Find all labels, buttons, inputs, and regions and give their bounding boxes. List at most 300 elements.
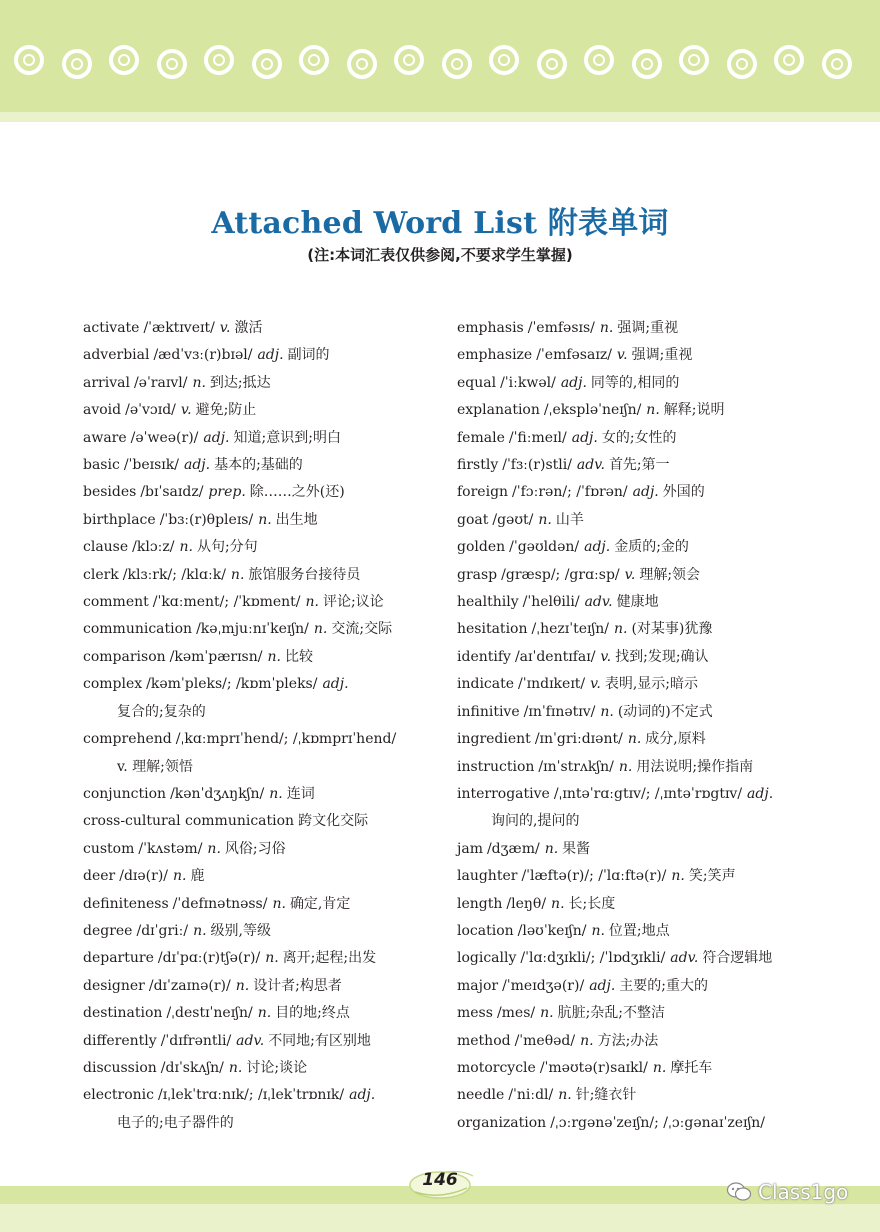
bottom-band-lower (0, 1204, 880, 1232)
entry-word: explanation (457, 402, 540, 419)
entry-pronunciation: /ɪnˈfɪnətɪv/ (523, 703, 596, 720)
ring-icon (632, 49, 662, 79)
word-entry (83, 342, 443, 369)
watermark-text: Class1go (758, 1180, 849, 1204)
entry-part-of-speech: n. (257, 1005, 272, 1022)
entry-part-of-speech: adj. (349, 1087, 376, 1104)
entry-word: healthily (457, 594, 519, 611)
ring-icon (394, 45, 424, 75)
entry-definition: 风俗;习俗 (224, 840, 286, 857)
chat-bubble-icon (726, 1181, 752, 1203)
entry-part-of-speech: n. (600, 703, 614, 720)
ring-icon (109, 45, 139, 75)
entry-word: electronic (83, 1087, 154, 1104)
word-entry (457, 1028, 807, 1055)
entry-pronunciation: /klɔːz/ (132, 539, 175, 556)
entry-part-of-speech: n. (627, 731, 642, 748)
word-entry (457, 891, 807, 918)
entry-pronunciation: /kəmˈpleks/; /kɒmˈpleks/ (146, 676, 318, 693)
entry-word: instruction (457, 758, 535, 775)
entry-pronunciation: /dɪˈzaɪnə(r)/ (148, 977, 231, 994)
word-entry (83, 507, 443, 534)
entry-word: length (457, 895, 503, 912)
ring-icon (442, 49, 472, 79)
entry-pronunciation: /ˌɪntəˈrɑːgtɪv/; /ˌɪntəˈrɒgtɪv/ (553, 785, 743, 802)
word-entry (457, 781, 807, 808)
entry-pronunciation: /ˈemfəsɪs/ (527, 320, 595, 336)
entry-pronunciation: /ˈdɪfrəntli/ (160, 1032, 232, 1049)
entry-part-of-speech: v. (180, 402, 192, 419)
entry-definition: 果酱 (562, 840, 591, 857)
entry-word: infinitive (457, 703, 520, 720)
entry-pronunciation: /kəˌmjuːnɪˈkeɪʃn/ (196, 621, 309, 638)
word-list-left-column (83, 315, 443, 1137)
ring-icon (204, 45, 234, 75)
entry-pronunciation: /ˈlæftə(r)/; /ˈlɑːftə(r)/ (521, 868, 667, 885)
entry-word: clerk (83, 566, 119, 583)
top-decorative-band (0, 0, 880, 112)
entry-pronunciation: /mes/ (496, 1005, 536, 1022)
entry-part-of-speech: n. (230, 566, 245, 583)
entry-definition: 肮脏;杂乱;不整洁 (557, 1005, 666, 1022)
entry-part-of-speech: n. (173, 868, 187, 885)
word-entry (457, 1055, 807, 1082)
entry-definition: 山羊 (555, 511, 584, 528)
entry-word: motorcycle (457, 1059, 536, 1076)
entry-part-of-speech: n. (265, 950, 279, 967)
entry-part-of-speech: n. (599, 320, 614, 336)
page-title: Attached Word List 附表单词 (211, 206, 669, 241)
entry-word: female (457, 429, 505, 446)
entry-part-of-speech: n. (179, 539, 193, 556)
entry-definition: 跨文化交际 (298, 813, 369, 830)
entry-part-of-speech: adj. (560, 374, 587, 391)
entry-part-of-speech: n. (192, 374, 206, 391)
entry-part-of-speech: adv. (670, 950, 699, 967)
entry-word: golden (457, 539, 506, 556)
entry-word: needle (457, 1087, 505, 1104)
entry-part-of-speech: n. (580, 1032, 594, 1049)
entry-definition: 除……之外(还) (249, 484, 345, 501)
entry-pronunciation: /ˈbɜː(r)θpleɪs/ (159, 511, 254, 528)
word-entry (457, 534, 807, 561)
ring-icon (252, 49, 282, 79)
entry-definition: 针;缝衣针 (575, 1087, 637, 1104)
entry-part-of-speech: adj. (584, 539, 611, 556)
entry-definition: 级别,等级 (210, 922, 271, 939)
word-entry (83, 1082, 443, 1109)
entry-definition: 不同地;有区别地 (268, 1032, 371, 1049)
entry-part-of-speech: n. (313, 621, 328, 638)
entry-word: conjunction (83, 785, 167, 802)
word-entry (83, 671, 443, 698)
entry-part-of-speech: n. (538, 511, 552, 528)
entry-definition: 避免;防止 (195, 402, 257, 419)
entry-word: departure (83, 950, 154, 967)
entry-definition: 离开;起程;出发 (282, 950, 377, 967)
entry-word: emphasize (457, 347, 533, 364)
entry-definition: 强调;重视 (617, 320, 679, 336)
entry-part-of-speech: n. (305, 594, 319, 611)
entry-word: location (457, 922, 514, 939)
entry-definition: 符合逻辑地 (702, 950, 773, 967)
entry-part-of-speech: v. (590, 676, 601, 693)
entry-pronunciation: /ˌekspləˈneɪʃn/ (543, 402, 642, 419)
entry-definition: 位置;地点 (608, 922, 670, 939)
entry-definition: (对某事)犹豫 (631, 621, 713, 638)
entry-word: designer (83, 977, 145, 994)
entry-word: hesitation (457, 621, 528, 638)
entry-pronunciation: /əˈweə(r)/ (130, 429, 199, 446)
word-entry (83, 973, 443, 1000)
entry-pronunciation: /græsp/; /grɑːsp/ (501, 566, 620, 583)
word-entry (457, 973, 807, 1000)
entry-part-of-speech: adv. (236, 1032, 265, 1049)
entry-part-of-speech: n. (646, 402, 660, 419)
entry-definition: 健康地 (616, 594, 659, 611)
entry-definition: 从句;分句 (196, 539, 258, 556)
entry-word: comparison (83, 648, 166, 665)
entry-definition: 副词的 (287, 347, 330, 364)
word-entry (83, 754, 443, 781)
entry-word: avoid (83, 402, 122, 419)
word-entry (457, 507, 807, 534)
entry-word: interrogative (457, 785, 550, 802)
entry-definition: 长;长度 (568, 895, 616, 912)
word-entry (457, 1082, 807, 1109)
entry-definition: 目的地;终点 (275, 1005, 350, 1022)
entry-part-of-speech: n. (614, 621, 628, 638)
entry-part-of-speech: n. (272, 895, 286, 912)
entry-definition: 鹿 (190, 868, 205, 885)
page-subtitle: (注:本词汇表仅供参阅,不要求学生掌握) (307, 246, 573, 264)
entry-definition: 摩托车 (670, 1059, 713, 1076)
word-entry (83, 1028, 443, 1055)
entry-definition: 评论;议论 (322, 594, 384, 611)
entry-word: communication (83, 621, 193, 638)
entry-part-of-speech: n. (652, 1059, 667, 1076)
entry-definition: 基本的;基础的 (214, 457, 303, 474)
entry-word: complex (83, 676, 143, 693)
entry-word: ingredient (457, 731, 531, 748)
entry-definition: 理解;领会 (639, 566, 701, 583)
entry-pronunciation: /ˈgəʊldən/ (509, 539, 580, 556)
entry-pronunciation: /ˌɔːrgənəˈzeɪʃn/; /ˌɔːgənaɪˈzeɪʃn/ (550, 1114, 765, 1131)
entry-part-of-speech: n. (269, 785, 283, 802)
entry-part-of-speech: v. (624, 566, 636, 583)
word-entry (83, 726, 443, 753)
word-entry (457, 808, 807, 835)
entry-part-of-speech: adv. (576, 457, 605, 474)
entry-pronunciation: /ləʊˈkeɪʃn/ (517, 922, 587, 939)
entry-definition: 方法;办法 (597, 1032, 659, 1049)
entry-word: goat (457, 511, 489, 528)
entry-pronunciation: /leŋθ/ (506, 895, 547, 912)
entry-word: indicate (457, 676, 515, 693)
entry-part-of-speech: adj. (203, 429, 230, 446)
entry-part-of-speech: n. (540, 1005, 554, 1022)
word-entry (83, 945, 443, 972)
word-entry (457, 397, 807, 424)
entry-pronunciation: /ˈfɜː(r)stli/ (502, 457, 572, 474)
entry-pronunciation: /ˈfiːmeɪl/ (508, 429, 567, 446)
entry-word: aware (83, 429, 127, 446)
entry-word: custom (83, 840, 135, 857)
entry-word: birthplace (83, 511, 156, 528)
entry-part-of-speech: adj. (589, 977, 616, 994)
entry-word: activate (83, 320, 140, 336)
entry-pronunciation: /dʒæm/ (486, 840, 540, 857)
entry-continuation: v. 理解;领悟 (117, 758, 193, 775)
entry-pronunciation: /əˈraɪvl/ (133, 374, 188, 391)
entry-word: identify (457, 648, 511, 665)
entry-definition: 出生地 (275, 511, 318, 528)
entry-pronunciation: /kənˈdʒʌŋkʃn/ (170, 785, 265, 802)
entry-pronunciation: /ˈbeɪsɪk/ (123, 457, 179, 474)
word-entry (457, 699, 807, 726)
entry-pronunciation: /ˈməʊtə(r)saɪkl/ (539, 1059, 648, 1076)
entry-definition: 激活 (234, 320, 263, 336)
entry-word: method (457, 1032, 511, 1049)
entry-part-of-speech: adj. (632, 484, 659, 501)
word-entry (457, 479, 807, 506)
ring-icon (774, 45, 804, 75)
word-entry (83, 589, 443, 616)
entry-pronunciation: /ˌhezɪˈteɪʃn/ (531, 621, 609, 638)
entry-word: comprehend (83, 731, 172, 748)
word-entry (457, 671, 807, 698)
entry-definition: 找到;发现;确认 (615, 648, 709, 665)
word-entry (83, 808, 443, 835)
entry-definition: 强调;重视 (631, 347, 693, 364)
entry-word: cross-cultural communication (83, 813, 295, 830)
word-entry (457, 945, 807, 972)
word-entry (83, 1055, 443, 1082)
entry-pronunciation: /ˈfɔːrən/; /ˈfɒrən/ (512, 484, 628, 501)
entry-pronunciation: /ˈæktɪveɪt/ (143, 320, 215, 336)
entry-word: firstly (457, 457, 499, 474)
ring-icon (299, 45, 329, 75)
word-entry (83, 534, 443, 561)
word-entry (83, 616, 443, 643)
entry-definition: 首先;第一 (608, 457, 670, 474)
entry-pronunciation: /gəʊt/ (492, 511, 534, 528)
entry-part-of-speech: v. (616, 347, 628, 364)
word-entry (457, 616, 807, 643)
entry-pronunciation: /ɪnˈgriːdɪənt/ (534, 731, 623, 748)
word-entry (83, 863, 443, 890)
entry-word: organization (457, 1114, 547, 1131)
entry-pronunciation: /dɪə(r)/ (119, 868, 169, 885)
entry-word: mess (457, 1005, 493, 1022)
word-entry (457, 754, 807, 781)
entry-part-of-speech: n. (267, 648, 281, 665)
entry-definition: 女的;女性的 (601, 429, 677, 446)
word-entry (457, 726, 807, 753)
entry-pronunciation: /dɪˈgriː/ (136, 922, 189, 939)
page-number: 146 (422, 1170, 458, 1190)
entry-definition: 连词 (286, 785, 315, 802)
entry-pronunciation: /ɪnˈstrʌkʃn/ (538, 758, 614, 775)
entry-pronunciation: /ˈmeθəd/ (514, 1032, 576, 1049)
word-entry (83, 699, 443, 726)
word-entry (83, 452, 443, 479)
entry-pronunciation: /ˈdefɪnətnəss/ (172, 895, 268, 912)
entry-word: grasp (457, 566, 498, 583)
entry-part-of-speech: n. (671, 868, 685, 885)
entry-definition: 金质的;金的 (614, 539, 689, 556)
entry-pronunciation: /ˈkɑːment/; /ˈkɒment/ (152, 594, 301, 611)
entry-part-of-speech: n. (207, 840, 221, 857)
entry-part-of-speech: adj. (183, 457, 211, 474)
entry-definition: 交流;交际 (331, 621, 393, 638)
entry-definition: 讨论;谈论 (246, 1059, 308, 1076)
word-entry (83, 315, 443, 342)
entry-pronunciation: /ˈemfəsaɪz/ (536, 347, 612, 364)
entry-pronunciation: /ˈiːkwəl/ (500, 374, 556, 391)
entry-part-of-speech: adj. (257, 347, 284, 364)
entry-pronunciation: /ˌkɑːmprɪˈhend/; /ˌkɒmprɪˈhend/ (175, 731, 397, 748)
entry-pronunciation: /ˈmeɪdʒə(r)/ (502, 977, 585, 994)
entry-pronunciation: /klɜːrk/; /klɑːk/ (122, 566, 226, 583)
entry-pronunciation: /ˈhelθili/ (522, 594, 580, 611)
word-entry (457, 315, 807, 342)
word-entry (457, 562, 807, 589)
entry-part-of-speech: adv. (584, 594, 613, 611)
entry-definition: 确定,肯定 (289, 895, 351, 912)
entry-pronunciation: /aɪˈdentɪfaɪ/ (514, 648, 596, 665)
entry-definition: 笑;笑声 (688, 868, 736, 885)
word-entry (457, 1110, 807, 1137)
entry-pronunciation: /ædˈvɜː(r)bɪəl/ (153, 347, 253, 364)
word-entry (83, 836, 443, 863)
word-entry (457, 452, 807, 479)
entry-pronunciation: /ˈkʌstəm/ (138, 840, 203, 857)
word-entry (83, 644, 443, 671)
entry-word: logically (457, 950, 517, 967)
entry-continuation: 电子的;电子器件的 (117, 1114, 234, 1131)
entry-definition: 表明,显示;暗示 (604, 676, 699, 693)
word-entry (457, 918, 807, 945)
word-entry (83, 1110, 443, 1137)
word-entry (83, 918, 443, 945)
entry-word: equal (457, 374, 497, 391)
entry-word: major (457, 977, 499, 994)
entry-pronunciation: /bɪˈsaɪdz/ (140, 484, 204, 501)
ring-icon (157, 49, 187, 79)
entry-pronunciation: /ˈɪndɪkeɪt/ (518, 676, 586, 693)
entry-pronunciation: /dɪˈskʌʃn/ (160, 1059, 224, 1076)
word-entry (83, 397, 443, 424)
ring-icon (679, 45, 709, 75)
word-entry (83, 479, 443, 506)
entry-definition: 知道;意识到;明白 (233, 429, 341, 446)
word-entry (83, 370, 443, 397)
entry-word: clause (83, 539, 129, 556)
ring-icon (347, 49, 377, 79)
word-entry (457, 342, 807, 369)
entry-word: deer (83, 868, 116, 885)
entry-part-of-speech: adj. (571, 429, 598, 446)
entry-pronunciation: /ˌdestɪˈneɪʃn/ (166, 1005, 253, 1022)
entry-definition: 成分,原料 (645, 731, 706, 748)
entry-definition: 旅馆服务台接待员 (248, 566, 361, 583)
entry-word: destination (83, 1005, 163, 1022)
entry-word: besides (83, 484, 137, 501)
entry-word: discussion (83, 1059, 157, 1076)
top-band-edge (0, 112, 880, 122)
entry-part-of-speech: prep. (208, 484, 246, 501)
word-entry (83, 891, 443, 918)
entry-part-of-speech: n. (544, 840, 559, 857)
entry-part-of-speech: n. (591, 922, 605, 939)
word-entry (457, 1000, 807, 1027)
entry-continuation: 询问的,提问的 (491, 813, 580, 830)
word-entry (83, 425, 443, 452)
word-entry (457, 644, 807, 671)
entry-definition: 用法说明;操作指南 (636, 758, 754, 775)
entry-definition: 主要的;重大的 (619, 977, 709, 994)
entry-part-of-speech: v. (600, 648, 612, 665)
entry-word: emphasis (457, 320, 524, 336)
entry-word: comment (83, 594, 149, 611)
entry-definition: 设计者;构思者 (253, 977, 342, 994)
entry-definition: 同等的,相同的 (590, 374, 680, 391)
word-entry (83, 1000, 443, 1027)
word-entry (457, 425, 807, 452)
entry-word: definiteness (83, 895, 169, 912)
ring-icon (822, 49, 852, 79)
ring-icon (537, 49, 567, 79)
entry-part-of-speech: n. (558, 1087, 572, 1104)
ring-icon (727, 49, 757, 79)
entry-pronunciation: /kəmˈpærɪsn/ (169, 648, 263, 665)
entry-pronunciation: /ɪˌlekˈtrɑːnɪk/; /ɪˌlekˈtrɒnɪk/ (157, 1087, 345, 1104)
entry-word: differently (83, 1032, 157, 1049)
entry-part-of-speech: n. (258, 511, 272, 528)
word-entry (457, 863, 807, 890)
entry-pronunciation: /ˈniːdl/ (508, 1087, 554, 1104)
word-entry (457, 589, 807, 616)
entry-part-of-speech: n. (228, 1059, 243, 1076)
entry-part-of-speech: n. (551, 895, 565, 912)
entry-word: arrival (83, 374, 130, 391)
word-entry (83, 781, 443, 808)
entry-continuation: 复合的;复杂的 (117, 703, 206, 720)
entry-definition: (动词的)不定式 (617, 703, 713, 720)
entry-word: laughter (457, 868, 518, 885)
entry-word: jam (457, 840, 483, 857)
entry-word: foreign (457, 484, 509, 501)
entry-word: basic (83, 457, 120, 474)
word-entry (83, 562, 443, 589)
entry-part-of-speech: adj. (322, 676, 349, 693)
ring-icon (14, 45, 44, 75)
entry-definition: 解释;说明 (663, 402, 725, 419)
entry-word: adverbial (83, 347, 150, 364)
entry-definition: 比较 (284, 648, 313, 665)
entry-pronunciation: /ˈlɑːdʒɪkli/; /ˈlɒdʒɪkli/ (520, 950, 666, 967)
entry-part-of-speech: v. (219, 320, 231, 336)
ring-icon (584, 45, 614, 75)
entry-word: degree (83, 922, 133, 939)
entry-definition: 外国的 (662, 484, 705, 501)
word-entry (457, 836, 807, 863)
entry-definition: 到达;抵达 (209, 374, 271, 391)
entry-part-of-speech: n. (618, 758, 633, 775)
entry-part-of-speech: adj. (747, 785, 774, 802)
entry-part-of-speech: n. (193, 922, 207, 939)
